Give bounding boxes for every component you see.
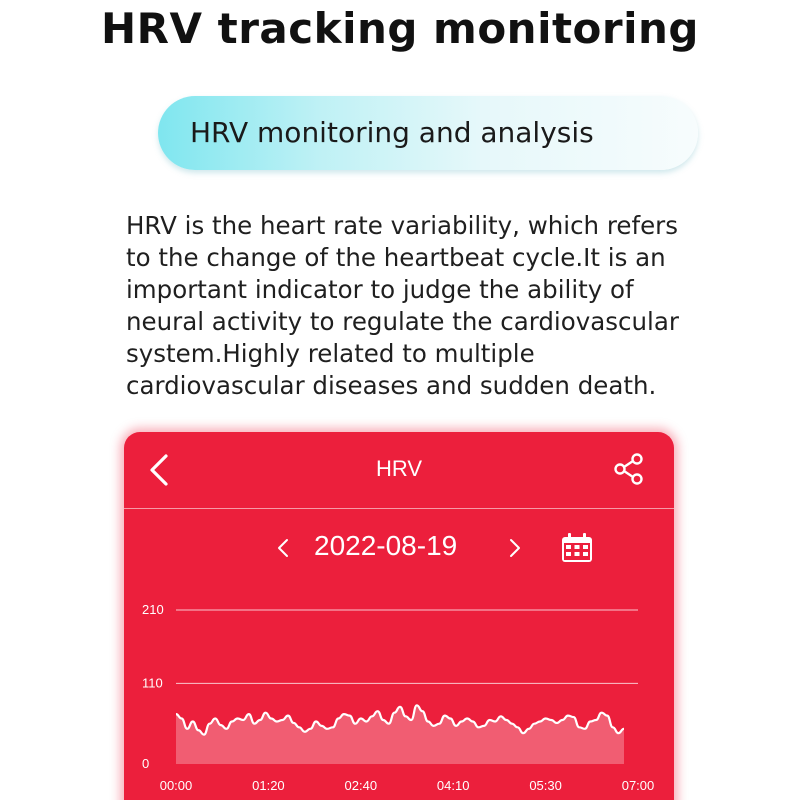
chevron-right-icon[interactable] [506, 534, 524, 562]
app-screen [124, 432, 674, 800]
description-line: system.Highly related to multiple [126, 339, 535, 368]
subtitle-banner [158, 96, 698, 170]
calendar-icon[interactable] [560, 532, 594, 564]
y-tick-label: 110 [142, 675, 163, 691]
description-line: neural activity to regulate the cardiovascular [126, 307, 679, 336]
description-line: HRV is the heart rate variability, which refers [126, 211, 679, 240]
app-header [124, 432, 674, 509]
subtitle-text: HRV monitoring and analysis [190, 116, 594, 149]
chart-area [176, 705, 624, 764]
hrv-area-fill [176, 705, 624, 764]
selected-date[interactable]: 2022-08-19 [314, 530, 458, 561]
chart-grid [176, 610, 638, 683]
page-title: HRV tracking monitoring [101, 4, 699, 53]
x-tick-label: 04:10 [436, 778, 470, 793]
description-line: important indicator to judge the ability of [126, 275, 634, 304]
x-tick-label: 00:00 [159, 778, 193, 793]
share-icon[interactable] [612, 452, 646, 486]
x-tick-label: 05:30 [529, 778, 562, 793]
app-title: HRV [375, 456, 423, 481]
chevron-left-icon[interactable] [274, 534, 292, 562]
y-tick-label: 0 [142, 756, 150, 771]
date-selector [124, 528, 674, 572]
description-line: to the change of the heartbeat cycle.It is an [126, 243, 666, 272]
description-line: cardiovascular diseases and sudden death. [126, 371, 657, 400]
x-tick-label: 01:20 [252, 778, 285, 793]
chart-labels [142, 602, 654, 793]
description-text [126, 210, 726, 402]
x-tick-label: 07:00 [621, 778, 655, 793]
y-tick-label: 210 [142, 602, 164, 617]
x-tick-label: 02:40 [344, 778, 378, 793]
hrv-chart [124, 592, 674, 800]
